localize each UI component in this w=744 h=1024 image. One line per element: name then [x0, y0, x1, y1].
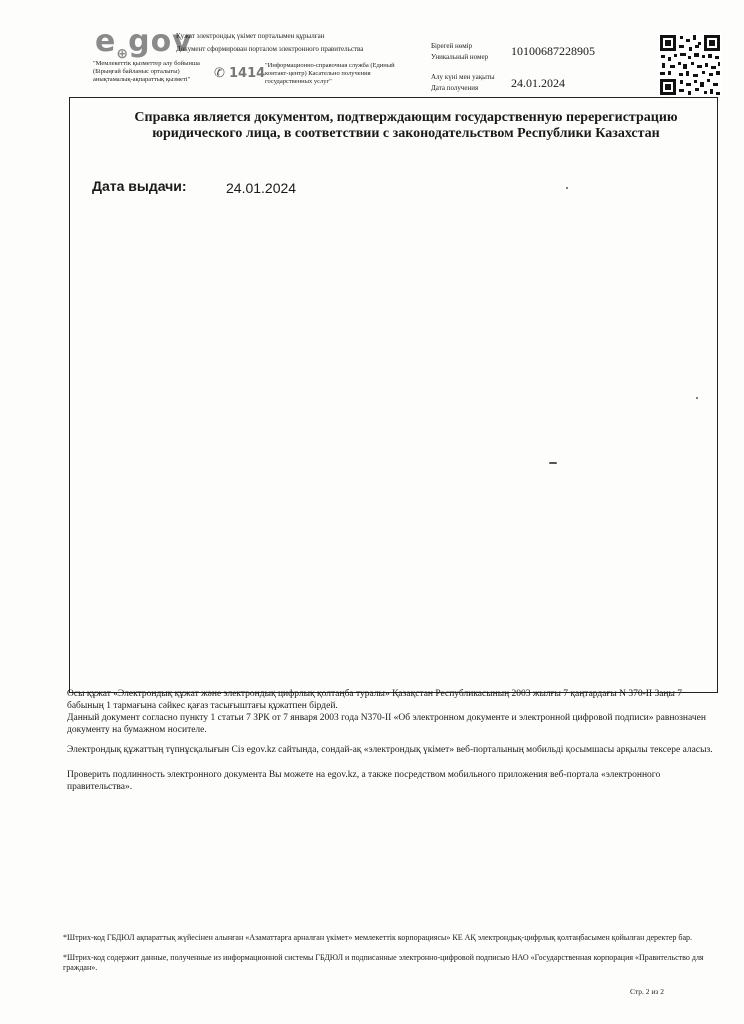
header-left-note: "Мемлекеттік қызметтер алу бойынша (Бірыңғай байланыс орталығы) анықтамалық-ақпараттық қызметі": [93, 60, 200, 83]
contact-phone-number: 1414: [229, 66, 266, 81]
qr-code-icon: [658, 33, 722, 97]
page-number: Стр. 2 из 2: [630, 987, 664, 996]
legal-note-kz: Осы құжат «Электрондық құжат және электрондық цифрлық қолтаңба туралы» Қазақстан Республикасының 2003 жылғы 7 қаңтардағы N 370-II Заңы 7 бабының 1 тармағына сәйкес қағаз тасығыштағы құжатпен бірдей.: [67, 689, 683, 711]
unique-number-label: [431, 41, 488, 63]
logo-text-gov: gov: [128, 24, 193, 59]
verification-note-ru: Проверить подлинность электронного документа Вы можете на egov.kz, а также посредством мобильного приложения веб-портала «электронного правительства».: [67, 770, 661, 792]
receipt-date-value: 24.01.2024: [511, 76, 565, 90]
header-line-kz: Қужат электрондық үкімет порталымен құрылған: [176, 32, 325, 40]
barcode-note-ru: *Штрих-код содержит данные, полученные из информационной системы ГБДЮЛ и подписанные электронно-цифровой подписью НАО «Государственная корпорация «Правительство для граждан».: [63, 953, 704, 972]
egov-logo: [95, 24, 193, 62]
header-line-ru: Документ сформирован порталом электронного правительства: [176, 45, 364, 53]
unique-number-label-kz: Бірегей нөмір: [431, 42, 473, 50]
issue-date-label: Дата выдачи:: [92, 178, 187, 194]
scan-speck: [566, 187, 568, 189]
scan-speck: [549, 462, 557, 464]
verification-note-kz: Электрондық құжаттың түпнұсқалығын Сіз egov.kz сайтында, сондай-ақ «электрондық үкімет» веб-порталының мобильді қосымшасы арқылы тексере аласыз.: [67, 745, 713, 755]
logo-letter-e: e: [95, 24, 117, 59]
unique-number-label-ru: Уникальный номер: [431, 53, 489, 61]
receipt-date-label: [431, 72, 495, 94]
contact-center-note: "Информационно-справочная служба (Единый контакт-центр) Касательно получения государственных услуг": [265, 62, 395, 85]
phone-icon: ✆: [214, 66, 225, 81]
barcode-note-kz: *Штрих-код ГБДЮЛ ақпараттық жүйесінен алынған «Азаматтарға арналған үкімет» мемлекеттік корпорациясы» КЕ АҚ электрондық-цифрлық қолтаңбасымен қойылған деректер бар.: [63, 933, 692, 942]
unique-number-value: 10100687228905: [511, 44, 595, 58]
logo-emblem: ⊕: [116, 46, 129, 62]
legal-note-ru: Данный документ согласно пункту 1 статьи 7 ЗРК от 7 января 2003 года N370-II «Об электронном документе и электронной цифровой подписи» равнозначен документу на бумажном носителе.: [67, 713, 706, 735]
scan-speck: [696, 397, 698, 399]
receipt-date-label-kz: Алу күні мен уақыты: [431, 73, 495, 81]
document-title: Справка является документом, подтверждающим государственную перерегистрацию юридического лица, в соответствии с законодательством Республики Казахстан: [134, 110, 678, 141]
issue-date-value: 24.01.2024: [226, 180, 297, 196]
receipt-date-label-ru: Дата получения: [431, 84, 479, 92]
